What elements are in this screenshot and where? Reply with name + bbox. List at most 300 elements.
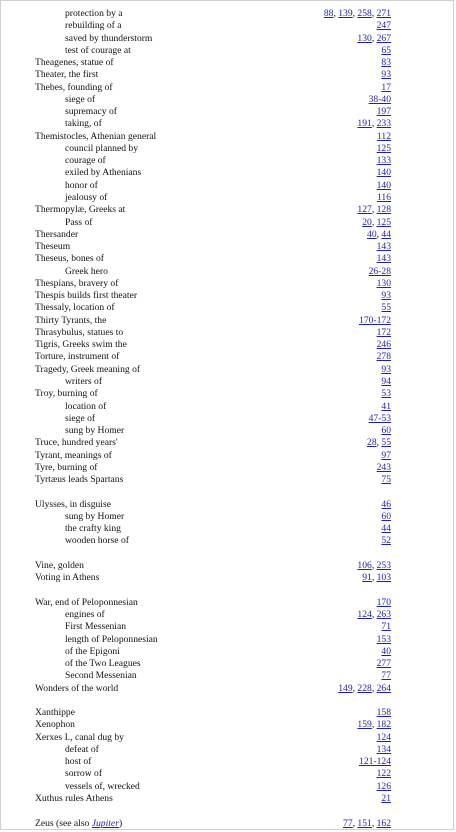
entry-term (35, 82, 113, 94)
page-references (357, 33, 391, 45)
page-separator: , (371, 609, 377, 621)
entry-term-text: saved by thunderstorm (65, 32, 153, 44)
page-link[interactable]: 91 (362, 572, 372, 584)
page-references (369, 266, 391, 278)
entry-term-text: Thirty Tyrants, the (35, 314, 107, 326)
entry-term-text: Theseus, bones of (35, 253, 105, 265)
entry-term-text: Themistocles, Athenian general (35, 130, 157, 142)
entry-term-text: Tyre, burning of (35, 461, 98, 473)
index-entry (35, 707, 391, 719)
entry-term-text: rebuilding of a (65, 20, 122, 32)
page-link[interactable]: 258 (357, 8, 372, 19)
page-link[interactable]: 267 (376, 32, 391, 44)
page-link[interactable]: 97 (381, 449, 391, 461)
page-link[interactable]: 60 (381, 425, 391, 437)
entry-term-text: honor of (65, 179, 98, 191)
page-link[interactable]: 253 (376, 559, 391, 571)
page-references (324, 8, 391, 20)
page-link[interactable]: 47-53 (368, 412, 391, 424)
page-link[interactable]: 158 (376, 707, 391, 719)
page-references (362, 572, 391, 584)
entry-term-text: Ulysses, in disguise (35, 498, 111, 510)
page-link[interactable]: 52 (381, 535, 391, 547)
page-references (367, 229, 391, 241)
page-references (377, 732, 391, 744)
page-link[interactable]: 263 (376, 609, 391, 621)
page-references (377, 180, 391, 192)
entry-term-text: sorrow of (65, 768, 103, 780)
page-link[interactable]: 124 (357, 609, 372, 621)
page-link[interactable]: 53 (381, 388, 391, 400)
index-entry (35, 241, 391, 253)
entry-term-text: Voting in Athens (35, 572, 100, 584)
page-references (377, 20, 391, 32)
page-link[interactable]: 44 (381, 228, 391, 240)
index-entry (35, 719, 391, 731)
entry-term (35, 351, 119, 363)
index-entry (35, 302, 391, 314)
index-subentry (35, 106, 391, 118)
entry-term (65, 781, 140, 793)
page-references (377, 192, 391, 204)
index-subentry (35, 118, 391, 130)
index-subentry (35, 781, 391, 793)
entry-term-text: test of courage at (65, 44, 131, 56)
page-link[interactable]: 93 (381, 69, 391, 81)
entry-term (35, 732, 124, 744)
page-link[interactable]: 246 (376, 339, 391, 351)
index-subentry (35, 658, 391, 670)
index-entry (35, 572, 391, 584)
section-gap (35, 486, 391, 498)
index-entry (35, 253, 391, 265)
page-link[interactable]: 264 (376, 682, 391, 694)
page-link[interactable]: 116 (376, 191, 391, 203)
page-link[interactable]: 112 (376, 130, 391, 142)
see-also-link[interactable]: Jupiter (91, 817, 119, 829)
page-references (381, 69, 391, 81)
page-link[interactable]: 170-172 (359, 314, 391, 326)
entry-term (65, 621, 126, 633)
page-references (338, 683, 391, 695)
index-subentry (35, 143, 391, 155)
page-link[interactable]: 77 (381, 670, 391, 682)
page-link[interactable]: 38-40 (368, 93, 391, 105)
entry-term-text: Second Messenian (65, 670, 137, 682)
page-references (381, 401, 391, 413)
page-references (377, 781, 391, 793)
page-separator: , (371, 8, 377, 19)
entry-term (35, 339, 127, 351)
page-separator: , (333, 8, 339, 19)
page-link[interactable]: 197 (376, 106, 391, 118)
entry-term (65, 266, 108, 278)
page-link[interactable]: 271 (376, 8, 391, 19)
page-link[interactable]: 40 (381, 645, 391, 657)
entry-term (35, 719, 75, 731)
index-subentry (35, 20, 391, 32)
entry-term-text: Theseum (35, 241, 71, 253)
page-link[interactable]: 55 (381, 437, 391, 449)
entry-term-text: defeat of (65, 743, 99, 755)
entry-term (35, 315, 106, 327)
page-references (377, 253, 391, 265)
page-link[interactable]: 182 (376, 719, 391, 731)
entry-term-text: of the Epigoni (65, 645, 120, 657)
index-entry (35, 450, 391, 462)
page-link[interactable]: 128 (376, 204, 391, 216)
page-link[interactable]: 125 (376, 216, 391, 228)
entry-term (35, 57, 114, 69)
entry-term-text: sung by Homer (65, 425, 125, 437)
page-references (377, 658, 391, 670)
entry-term (65, 744, 99, 756)
page-link[interactable]: 103 (376, 572, 391, 584)
entry-term (35, 707, 75, 719)
page-references (369, 413, 391, 425)
page-link[interactable]: 126 (376, 780, 391, 792)
page-link[interactable]: 124 (376, 731, 391, 743)
page-link[interactable]: 17 (381, 81, 391, 93)
page-link[interactable]: 228 (357, 682, 372, 694)
page-link[interactable]: 130 (376, 277, 391, 289)
entry-term (35, 327, 123, 339)
entry-term (35, 253, 104, 265)
page-link[interactable]: 41 (381, 400, 391, 412)
page-link[interactable]: 88 (323, 8, 334, 19)
entry-term (35, 229, 78, 241)
entry-term (65, 756, 91, 768)
index-list (35, 8, 391, 830)
entry-term-text: Tyrtæus leads Spartans (35, 474, 124, 486)
index-subentry (35, 744, 391, 756)
entry-term (35, 450, 112, 462)
index-entry (35, 818, 391, 830)
page-references (381, 388, 391, 400)
index-entry (35, 278, 391, 290)
entry-term-text: of the Two Leagues (65, 658, 141, 670)
page-link[interactable]: 65 (381, 44, 391, 56)
entry-term-text: Torture, instrument of (35, 351, 120, 363)
entry-term-text: wooden horse of (65, 535, 129, 547)
entry-term (65, 106, 117, 118)
page-link[interactable]: 106 (357, 559, 372, 571)
page-references (381, 82, 391, 94)
page-link[interactable]: 46 (381, 498, 391, 510)
page-link[interactable]: 94 (381, 375, 391, 387)
page-link[interactable]: 133 (376, 155, 391, 167)
entry-term-text: council planned by (65, 142, 138, 154)
page-link[interactable]: 143 (376, 241, 391, 253)
index-subentry (35, 609, 391, 621)
page-references (381, 425, 391, 437)
page-link[interactable]: 143 (376, 253, 391, 265)
entry-term (65, 511, 124, 523)
index-subentry (35, 621, 391, 633)
index-entry (35, 315, 391, 327)
page-references (357, 719, 391, 731)
entry-term (35, 499, 111, 511)
entry-term (35, 131, 156, 143)
entry-term-text: Theater, the first (35, 69, 99, 81)
page-separator: , (371, 817, 377, 829)
page-link[interactable]: 134 (376, 743, 391, 755)
page-references (381, 376, 391, 388)
page-references (381, 535, 391, 547)
page-references (377, 339, 391, 351)
page-separator: , (371, 682, 377, 694)
page-references (381, 450, 391, 462)
entry-term (65, 180, 98, 192)
page-separator: , (352, 682, 358, 694)
page-link[interactable]: 153 (376, 633, 391, 645)
page-references (381, 302, 391, 314)
index-entry (35, 82, 391, 94)
index-subentry (35, 756, 391, 768)
entry-term-text: exiled by Athenians (65, 167, 142, 179)
entry-term (65, 425, 124, 437)
page-separator: , (371, 118, 377, 130)
entry-term-text: Thermopylæ, Greeks at (35, 204, 126, 216)
page-link[interactable]: 162 (376, 817, 391, 829)
page-references (343, 818, 391, 830)
page-link[interactable]: 243 (376, 461, 391, 473)
page-link[interactable]: 233 (376, 118, 391, 130)
index-subentry (35, 376, 391, 388)
index-entry (35, 57, 391, 69)
entry-term-text: Xuthus rules Athens (35, 793, 113, 804)
entry-term-text: protection by a (65, 8, 123, 19)
entry-term-text: location of (65, 400, 107, 412)
entry-term-text: First Messenian (65, 621, 127, 633)
entry-term-text: Tyrant, meanings of (35, 449, 112, 461)
page-link[interactable]: 127 (357, 204, 372, 216)
entry-term (65, 33, 152, 45)
entry-term-text: Thersander (35, 228, 79, 240)
page-references (381, 670, 391, 682)
page-references (377, 634, 391, 646)
entry-term (35, 793, 113, 805)
entry-term-text: Xerxes I., canal dug by (35, 731, 124, 743)
entry-term (65, 670, 137, 682)
entry-term-text: Thebes, founding of (35, 81, 113, 93)
page-link[interactable]: 122 (376, 768, 391, 780)
index-entry (35, 683, 391, 695)
index-subentry (35, 535, 391, 547)
index-subentry (35, 94, 391, 106)
entry-term-text: vessels of, wrecked (65, 780, 140, 792)
entry-term (35, 290, 137, 302)
index-subentry (35, 511, 391, 523)
index-subentry (35, 217, 391, 229)
page-link[interactable]: 149 (338, 682, 353, 694)
page-link[interactable]: 121-124 (359, 756, 391, 768)
index-entry (35, 437, 391, 449)
page-references (377, 106, 391, 118)
entry-term-text: Thessaly, location of (35, 302, 115, 314)
page-link[interactable]: 159 (357, 719, 372, 731)
entry-term-text: siege of (65, 93, 96, 105)
page-references (377, 744, 391, 756)
entry-term (35, 302, 115, 314)
entry-term (35, 462, 97, 474)
page-link[interactable]: 77 (343, 817, 353, 829)
page-separator: , (376, 228, 382, 240)
page-link[interactable]: 83 (381, 57, 391, 69)
section-gap (35, 548, 391, 560)
entry-term-text: Zeus (see also (35, 817, 92, 829)
index-entry (35, 204, 391, 216)
index-entry (35, 339, 391, 351)
page-references (377, 241, 391, 253)
page-references (377, 462, 391, 474)
page-separator: , (371, 572, 377, 584)
page-link[interactable]: 93 (381, 290, 391, 302)
page-references (369, 94, 391, 106)
entry-term (65, 413, 95, 425)
index-entry (35, 364, 391, 376)
page-link[interactable]: 44 (381, 523, 391, 535)
page-references (377, 143, 391, 155)
page-link[interactable]: 60 (381, 510, 391, 522)
page-link[interactable]: 20 (362, 216, 372, 228)
index-entry (35, 462, 391, 474)
page-references (377, 351, 391, 363)
index-subentry (35, 523, 391, 535)
index-entry (35, 474, 391, 486)
index-subentry (35, 266, 391, 278)
page-link[interactable]: 40 (367, 228, 377, 240)
page-link[interactable]: 151 (357, 817, 372, 829)
index-entry (35, 499, 391, 511)
entry-term (65, 634, 158, 646)
entry-term-text: Troy, burning of (35, 388, 98, 400)
index-subentry (35, 670, 391, 682)
page-separator: , (371, 216, 377, 228)
page-references (381, 499, 391, 511)
page-references (377, 278, 391, 290)
page-references (381, 511, 391, 523)
entry-term-text: Vine, golden (35, 559, 84, 571)
entry-term-text: Thespians, bravery of (35, 277, 119, 289)
entry-term-text: jealousy of (65, 191, 108, 203)
page-link[interactable]: 75 (381, 474, 391, 486)
page-references (357, 560, 391, 572)
section-gap (35, 695, 391, 707)
section-gap (35, 584, 391, 596)
entry-term (35, 69, 98, 81)
page-link[interactable]: 170 (376, 596, 391, 608)
entry-term (65, 401, 106, 413)
page-references (377, 768, 391, 780)
entry-term-text: Thrasybulus, statues to (35, 326, 124, 338)
page-references (381, 474, 391, 486)
page-link[interactable]: 130 (357, 32, 372, 44)
entry-term (35, 437, 118, 449)
entry-term (35, 364, 140, 376)
page-separator: , (352, 817, 358, 829)
entry-term (65, 376, 102, 388)
page-separator: , (376, 437, 382, 449)
entry-term-text: War, end of Peloponnesian (35, 596, 138, 608)
page-link[interactable]: 93 (381, 363, 391, 375)
index-subentry (35, 180, 391, 192)
index-entry (35, 560, 391, 572)
page-references (377, 327, 391, 339)
entry-term (35, 278, 118, 290)
entry-term-text: the crafty king (65, 523, 121, 535)
page-references (377, 167, 391, 179)
page-link[interactable]: 125 (376, 142, 391, 154)
entry-term (35, 474, 123, 486)
page-link[interactable]: 140 (376, 179, 391, 191)
page-references (377, 131, 391, 143)
entry-term-text: Tigris, Greeks swim the (35, 339, 127, 351)
index-subentry (35, 634, 391, 646)
entry-term-text: Xenophon (35, 719, 75, 731)
index-subentry (35, 768, 391, 780)
page-separator: , (371, 204, 377, 216)
index-subentry (35, 167, 391, 179)
entry-term (65, 8, 123, 20)
entry-term (35, 560, 84, 572)
index-subentry (35, 646, 391, 658)
entry-term-end: ) (118, 817, 123, 829)
entry-term-text: Wonders of the world (35, 682, 119, 694)
page-link[interactable]: 55 (381, 302, 391, 314)
page-link[interactable]: 278 (376, 351, 391, 363)
entry-term-text: host of (65, 756, 92, 768)
entry-term (35, 572, 99, 584)
page-link[interactable]: 140 (376, 167, 391, 179)
page-link[interactable]: 172 (376, 326, 391, 338)
index-entry (35, 793, 391, 805)
entry-term-text: taking, of (65, 118, 102, 130)
index-entry (35, 69, 391, 81)
index-entry (35, 131, 391, 143)
entry-term-text: Xanthippe (35, 707, 75, 719)
index-entry (35, 229, 391, 241)
page-separator: , (371, 559, 377, 571)
page-link[interactable]: 277 (376, 658, 391, 670)
entry-term (35, 683, 118, 695)
entry-term (35, 597, 138, 609)
page-references (357, 204, 391, 216)
entry-term (65, 20, 121, 32)
entry-term (65, 167, 141, 179)
entry-term (65, 217, 92, 229)
entry-term (65, 609, 105, 621)
index-entry (35, 732, 391, 744)
page-references (377, 707, 391, 719)
page-link[interactable]: 21 (381, 793, 391, 804)
entry-term-text: length of Peloponnesian (65, 633, 158, 645)
entry-term-text: sung by Homer (65, 510, 125, 522)
page-link[interactable]: 28 (367, 437, 377, 449)
page-separator: , (371, 719, 377, 731)
entry-term-text: engines of (65, 609, 105, 621)
page-references (381, 646, 391, 658)
entry-term-text: supremacy of (65, 106, 117, 118)
page-link[interactable]: 26-28 (368, 265, 391, 277)
page-link[interactable]: 71 (381, 621, 391, 633)
page-link[interactable]: 139 (338, 8, 353, 19)
entry-term (65, 155, 106, 167)
page-link[interactable]: 191 (357, 118, 372, 130)
page-link[interactable]: 247 (376, 20, 391, 32)
entry-term (35, 241, 70, 253)
page-references (381, 57, 391, 69)
